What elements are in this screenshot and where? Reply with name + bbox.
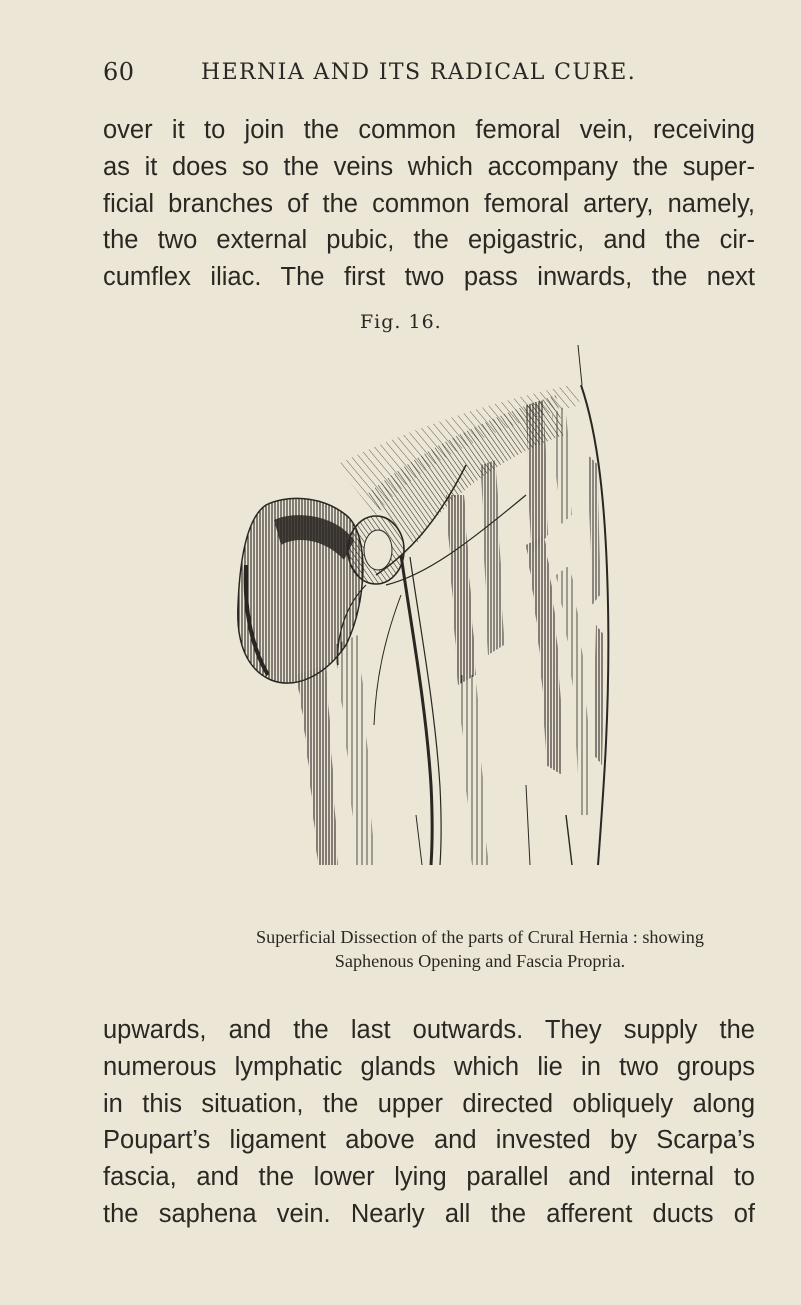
engraving-illustration — [226, 345, 626, 890]
text-line: over it to join the common femoral vein, receiving — [103, 116, 755, 144]
figure-caption — [200, 925, 760, 973]
figure-label: Fig. 16. — [360, 311, 442, 333]
caption-line: Saphenous Opening and Fascia Propria. — [334, 951, 626, 971]
body-text-top — [103, 112, 755, 296]
running-head: HERNIA AND ITS RADICAL CURE. — [201, 60, 637, 85]
text-line: ficial branches of the common femoral artery, namely, — [103, 189, 755, 218]
text-line: the two external pubic, the epigastric, and the cir- — [103, 226, 755, 255]
body-text-bottom — [103, 1012, 755, 1233]
text-line: upwards, and the last outwards. They supply the — [103, 1016, 755, 1044]
text-line: the saphena vein. Nearly all the afferent ducts of — [103, 1199, 755, 1228]
page-header — [103, 58, 663, 90]
text-line: fascia, and the lower lying parallel and internal to — [103, 1163, 755, 1192]
text-line: in this situation, the upper directed obliquely along — [103, 1089, 755, 1118]
text-line: numerous lymphatic glands which lie in two groups — [103, 1052, 755, 1081]
text-line: Poupart’s ligament above and invested by Scarpa’s — [103, 1126, 755, 1155]
text-line: cumflex iliac. The first two pass inwards, the next — [103, 263, 755, 292]
anatomical-engraving — [226, 345, 626, 890]
caption-line: Superficial Dissection of the parts of Crural Hernia : showing — [255, 927, 704, 947]
page-number: 60 — [103, 58, 135, 86]
text-line: as it does so the veins which accompany the super- — [103, 152, 755, 181]
